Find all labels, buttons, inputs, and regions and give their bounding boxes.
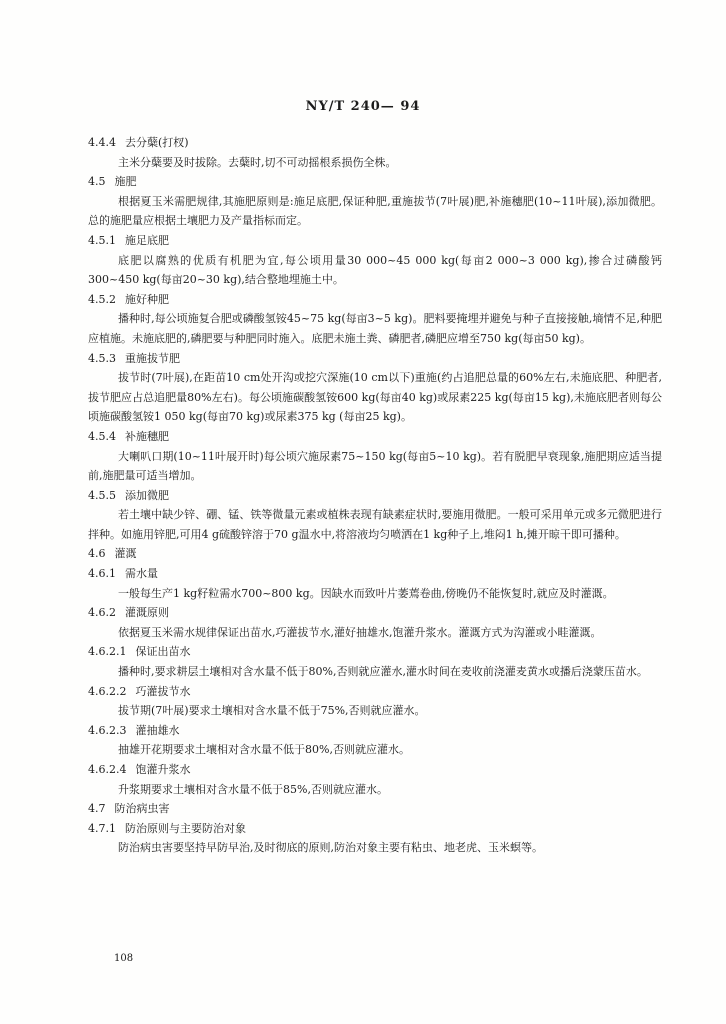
section-number: 4.6.1 — [88, 567, 116, 581]
section-heading — [88, 349, 662, 369]
section-heading — [88, 603, 662, 623]
section-heading — [88, 682, 662, 702]
section-heading — [88, 290, 662, 310]
section-number: 4.5.2 — [88, 292, 116, 306]
section-title: 去分蘖(打杈) — [125, 136, 189, 149]
section-number: 4.5.4 — [88, 429, 116, 443]
section-title: 保证出苗水 — [135, 645, 191, 659]
section-number: 4.5.3 — [88, 351, 116, 365]
section-title: 灌抽雄水 — [135, 723, 180, 737]
section-heading — [88, 133, 662, 153]
body-paragraph: 拔节期(7叶展)要求土壤相对含水量不低于75%,否则就应灌水。 — [118, 704, 426, 718]
body-paragraph: 抽雄开花期要求土壤相对含水量不低于80%,否则就应灌水。 — [118, 743, 410, 757]
section-title: 施好种肥 — [125, 292, 169, 306]
section-number: 4.6.2.1 — [88, 645, 127, 659]
section-title: 灌溉 — [114, 547, 137, 561]
section-heading — [88, 231, 662, 251]
section-number: 4.7.1 — [88, 821, 116, 835]
body-paragraph: 若土壤中缺少锌、硼、锰、铁等微量元素或植株表现有缺素症状时,要施用微肥。一般可采用单元或多元微肥进行拌种。如施用锌肥,可用4 g硫酸锌溶于70 g温水中,将溶液均匀喷洒在1 kg种子上,堆闷1 h,摊开晾干即可播种。 — [88, 508, 662, 541]
section-number: 4.6.2.2 — [88, 684, 127, 698]
section-title: 灌溉原则 — [125, 606, 169, 620]
section-heading — [88, 564, 662, 584]
section-number: 4.5 — [88, 175, 106, 189]
section-title: 需水量 — [125, 567, 158, 581]
section-title: 巧灌拔节水 — [135, 684, 191, 698]
section-heading — [88, 486, 662, 506]
body-paragraph: 根据夏玉米需肥规律,其施肥原则是:施足底肥,保证种肥,重施拔节(7叶展)肥,补施穗肥(10~11叶展),添加微肥。总的施肥量应根据土壤肥力及产量指标而定。 — [88, 194, 662, 228]
section-number: 4.4.4 — [88, 136, 116, 149]
body-paragraph: 主米分蘖要及时拔除。去蘖时,切不可动摇根系损伤全株。 — [118, 155, 397, 169]
body-paragraph: 底肥以腐熟的优质有机肥为宜,每公顷用量30 000~45 000 kg(每亩2 000~3 000 kg),掺合过磷酸钙300~450 kg(每亩20~30 kg),结合整地埋施土中。 — [88, 253, 662, 287]
section-number: 4.5.1 — [88, 233, 116, 247]
section-title: 防治原则与主要防治对象 — [125, 821, 246, 835]
section-title: 重施拔节肥 — [125, 351, 180, 365]
section-number: 4.6.2.3 — [88, 723, 127, 737]
body-paragraph: 拔节时(7叶展),在距苗10 cm处开沟或挖穴深施(10 cm以下)重施(约占追肥总量的60%左右,未施底肥、种肥者,拔节肥应占总追肥量80%左右)。每公顷施碳酸氢铵600 kg(每亩40 kg)或尿素225 kg(每亩15 kg),未施底肥者则每公顷施碳酸氢铵1 050 kg(每亩70 kg)或尿素375 kg (每亩25 kg)。 — [88, 371, 662, 424]
section-title: 饱灌升浆水 — [135, 763, 191, 776]
section-heading — [88, 172, 662, 192]
section-title: 添加微肥 — [125, 488, 169, 502]
body-paragraph: 一般每生产1 kg籽粒需水700~800 kg。因缺水而致叶片萎蔫卷曲,傍晚仍不能恢复时,就应及时灌溉。 — [118, 586, 614, 600]
section-heading — [88, 721, 662, 741]
body-paragraph: 升浆期要求土壤相对含水量不低于85%,否则就应灌水。 — [118, 782, 388, 796]
section-title: 补施穗肥 — [125, 429, 169, 443]
page-number: 108 — [114, 953, 134, 964]
section-number: 4.6 — [88, 547, 106, 561]
section-title: 施足底肥 — [125, 233, 169, 247]
section-number: 4.7 — [88, 802, 106, 816]
section-number: 4.6.2 — [88, 606, 116, 620]
body-paragraph: 防治病虫害要坚持早防早治,及时彻底的原则,防治对象主要有粘虫、地老虎、玉米螟等。 — [118, 841, 543, 855]
standard-number-header: NY/T 240— 94 — [305, 99, 421, 114]
section-heading — [88, 819, 662, 839]
body-paragraph: 播种时,每公顷施复合肥或磷酸氢铵45~75 kg(每亩3~5 kg)。肥料要掩埋并避免与种子直接接触,墒情不足,种肥应植施。未施底肥的,磷肥要与种肥同时施入。底肥未施土粪、磷肥者,磷肥应增至750 kg(每亩50 kg)。 — [88, 312, 662, 345]
section-heading — [88, 427, 662, 447]
section-number: 4.5.5 — [88, 488, 116, 502]
section-heading — [88, 544, 662, 564]
section-heading — [88, 799, 662, 819]
body-paragraph: 大喇叭口期(10~11叶展开时)每公顷穴施尿素75~150 kg(每亩5~10 kg)。若有脱肥早衰现象,施肥期应适当提前,施肥量可适当增加。 — [88, 449, 662, 483]
section-title: 防治病虫害 — [114, 802, 170, 816]
section-heading — [88, 760, 662, 780]
document-body — [88, 133, 662, 858]
section-title: 施肥 — [114, 175, 137, 189]
section-number: 4.6.2.4 — [88, 763, 127, 776]
section-heading — [88, 642, 662, 662]
body-paragraph: 依据夏玉米需水规律保证出苗水,巧灌拔节水,灌好抽雄水,饱灌升浆水。灌溉方式为沟灌或小畦灌溉。 — [118, 625, 602, 639]
body-paragraph: 播种时,要求耕层土壤相对含水量不低于80%,否则就应灌水,灌水时间在麦收前浇灌麦黄水或播后浇蒙压苗水。 — [118, 665, 648, 679]
